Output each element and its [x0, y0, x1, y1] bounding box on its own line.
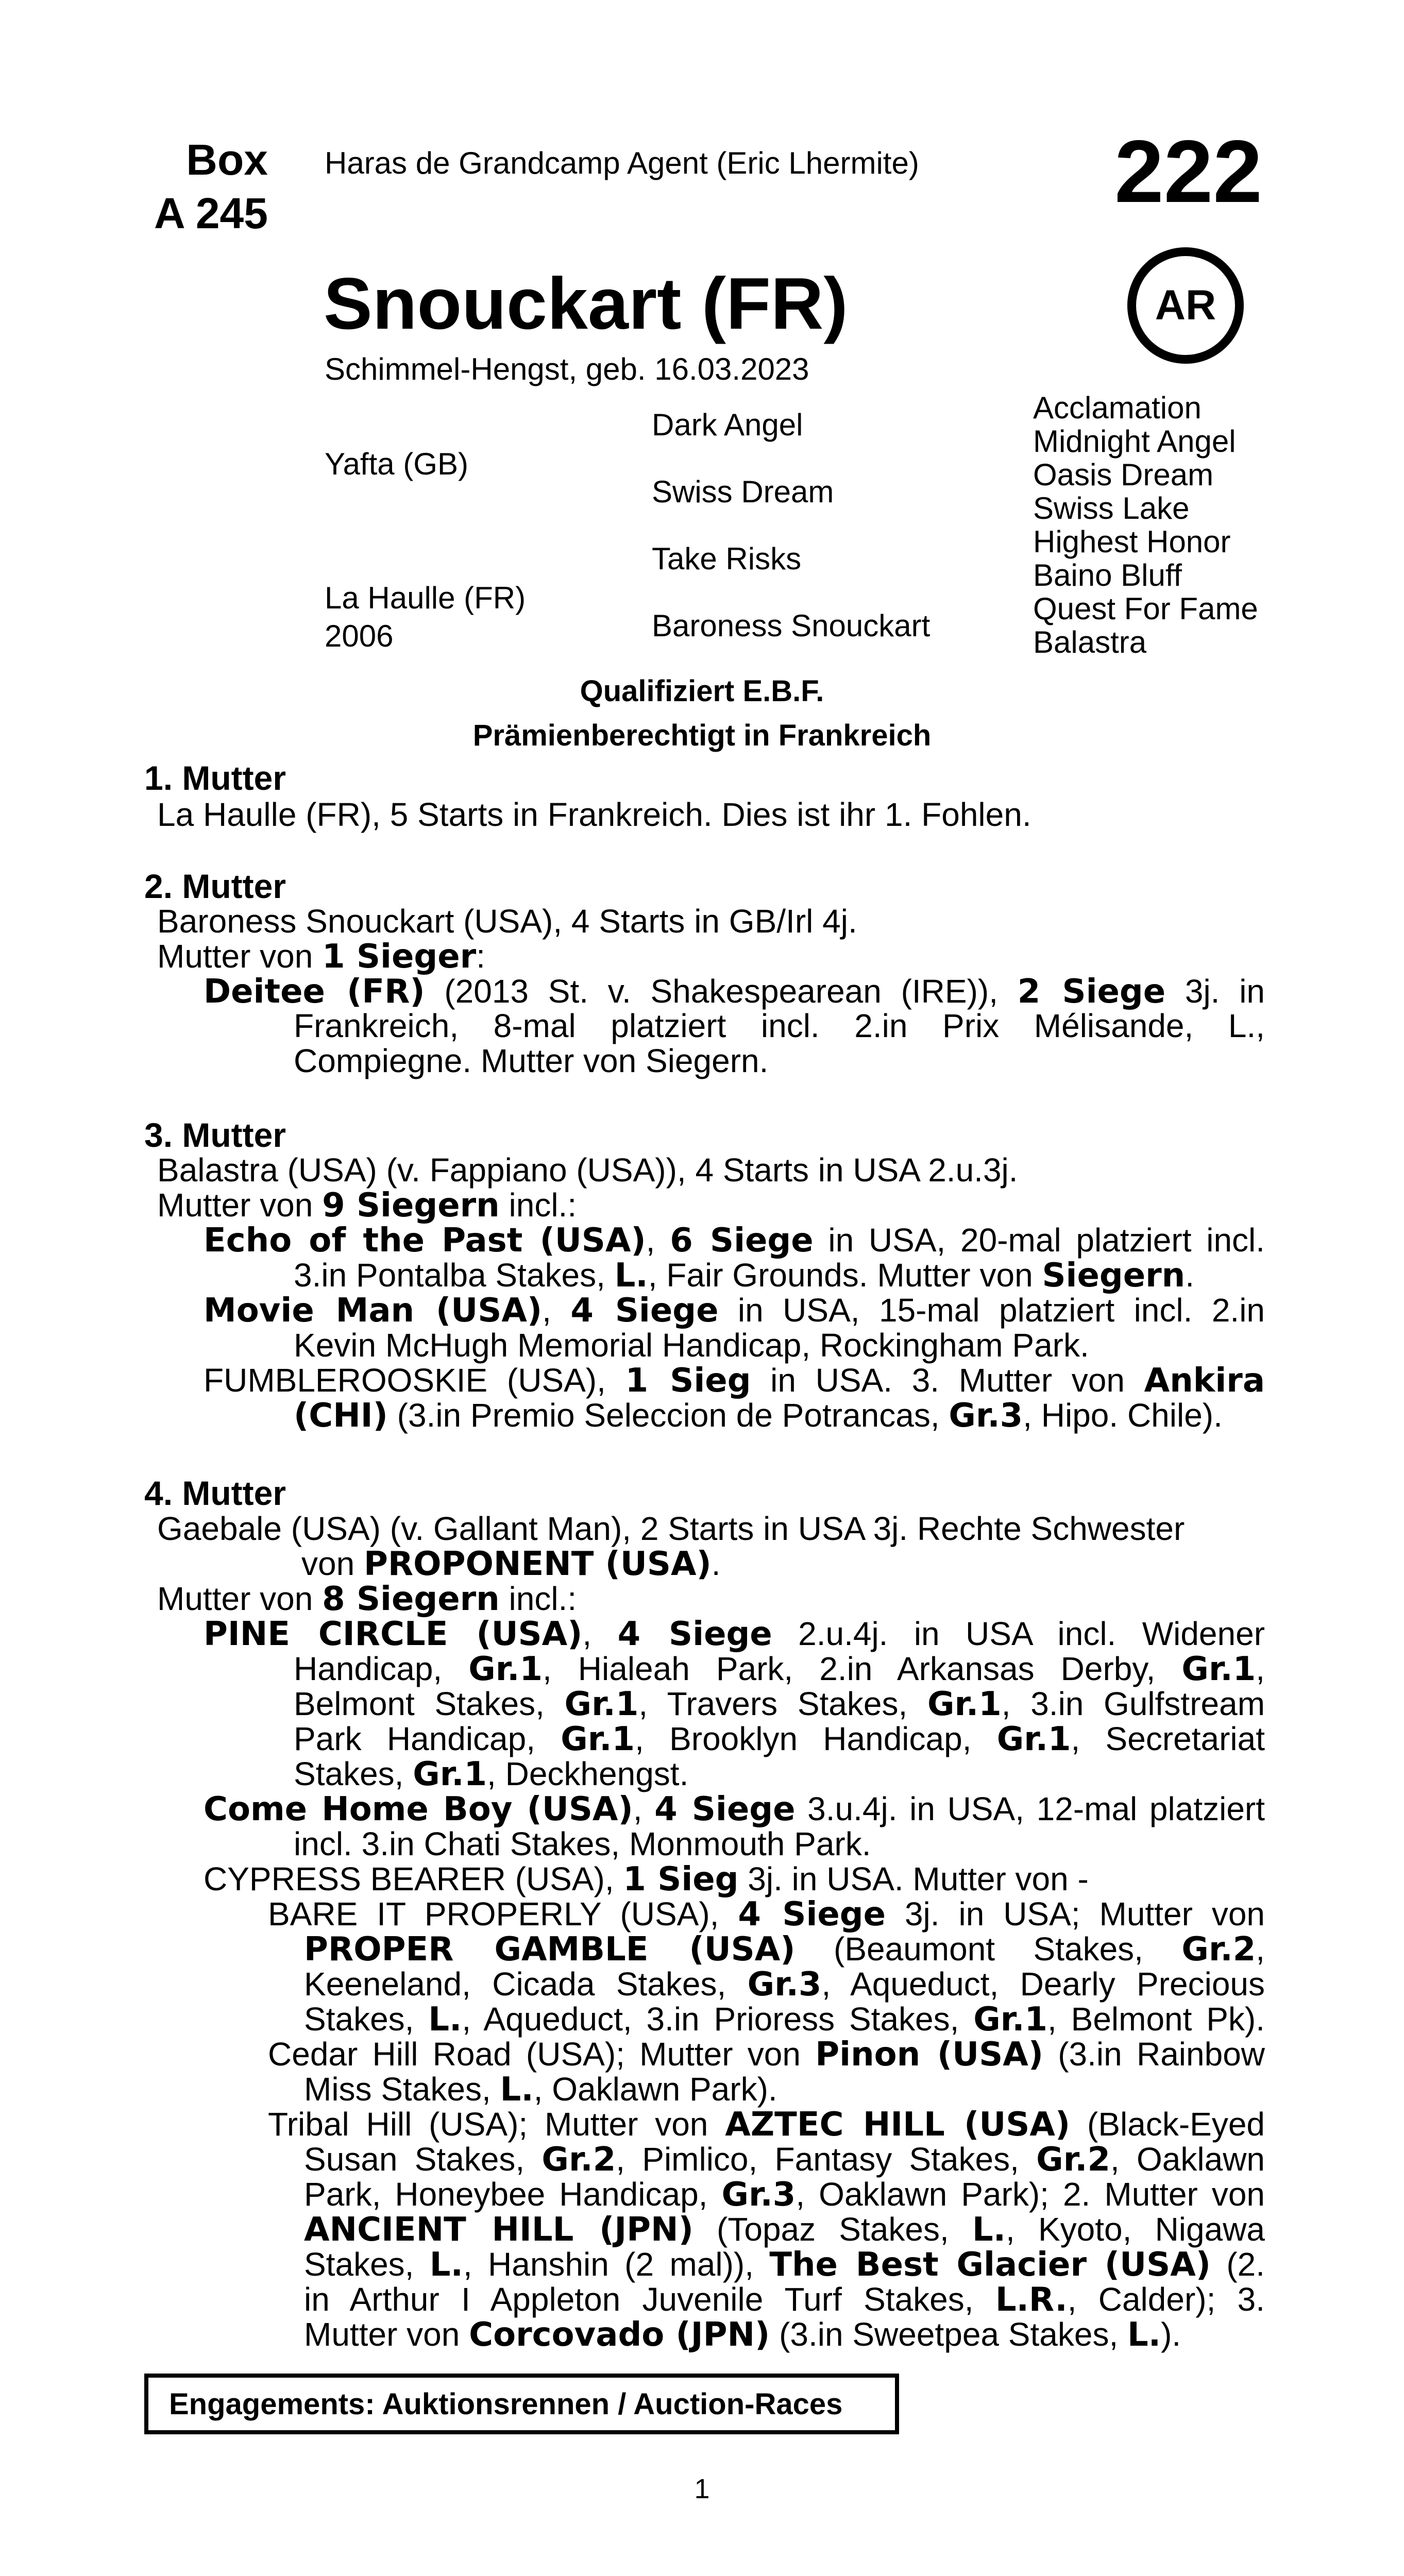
pedigree-grandparent: Dark Angel [652, 408, 803, 442]
text-line: PINE CIRCLE (USA), 4 Siege 2.u.4j. in USA incl. Widener [204, 1615, 1265, 1653]
text-line: Come Home Boy (USA), 4 Siege 3.u.4j. in USA, 12-mal platziert [204, 1790, 1265, 1828]
text-line: Park, Honeybee Handicap, Gr.3, Oaklawn Park); 2. Mutter von [304, 2176, 1265, 2214]
text-line: BARE IT PROPERLY (USA), 4 Siege 3j. in USA; Mutter von [268, 1895, 1265, 1934]
section-heading-mutter-3: 3. Mutter [144, 1116, 286, 1154]
text-line: Mutter von 8 Siegern incl.: [157, 1580, 577, 1618]
page-number: 1 [694, 2473, 710, 2504]
engagements-box [144, 2374, 899, 2434]
text-line: Gaebale (USA) (v. Gallant Man), 2 Starts in USA 3j. Rechte Schwester [157, 1510, 1185, 1547]
pedigree-great-grandparent: Quest For Fame [1033, 591, 1258, 626]
text-line: Handicap, Gr.1, Hialeah Park, 2.in Arkansas Derby, Gr.1, [294, 1650, 1265, 1688]
box-label-line2: A 245 [154, 189, 268, 238]
qualification-line: Prämienberechtigt in Frankreich [472, 719, 932, 752]
pedigree-dam-year: 2006 [325, 619, 394, 653]
text-line: in Arthur I Appleton Juvenile Turf Stakes, L.R., Calder); 3. [304, 2281, 1265, 2319]
horse-description: Schimmel-Hengst, geb. 16.03.2023 [325, 352, 809, 386]
ar-badge-text: AR [1155, 282, 1216, 329]
pedigree-great-grandparent: Midnight Angel [1033, 424, 1236, 459]
section-heading-mutter-4: 4. Mutter [144, 1474, 286, 1512]
pedigree-grandparent: Take Risks [652, 541, 802, 576]
text-line: Tribal Hill (USA); Mutter von AZTEC HILL (USA) (Black-Eyed [268, 2106, 1265, 2144]
text-line: Susan Stakes, Gr.2, Pimlico, Fantasy Stakes, Gr.2, Oaklawn [304, 2141, 1265, 2179]
pedigree-dam: La Haulle (FR) [325, 581, 526, 615]
text-line: Belmont Stakes, Gr.1, Travers Stakes, Gr.1, 3.in Gulfstream [294, 1685, 1265, 1723]
text-line: 3.in Pontalba Stakes, L., Fair Grounds. Mutter von Siegern. [294, 1257, 1194, 1295]
pedigree-grandparent: Baroness Snouckart [652, 608, 931, 643]
text-line: FUMBLEROOSKIE (USA), 1 Sieg in USA. 3. Mutter von Ankira [204, 1362, 1265, 1400]
text-line: ANCIENT HILL (JPN) (Topaz Stakes, L., Kyoto, Nigawa [304, 2211, 1265, 2249]
text-line: CYPRESS BEARER (USA), 1 Sieg 3j. in USA. Mutter von - [204, 1860, 1089, 1899]
text-line: Baroness Snouckart (USA), 4 Starts in GB/Irl 4j. [157, 903, 857, 940]
text-line: Mutter von 1 Sieger: [157, 938, 485, 976]
ar-badge [1127, 247, 1244, 364]
pedigree-great-grandparent: Oasis Dream [1033, 457, 1214, 492]
text-line: Stakes, L., Hanshin (2 mal)), The Best Glacier (USA) (2. [304, 2246, 1265, 2284]
text-line: Miss Stakes, L., Oaklawn Park). [304, 2071, 777, 2109]
box-label [129, 133, 268, 240]
text-line: PROPER GAMBLE (USA) (Beaumont Stakes, Gr.2, [304, 1930, 1265, 1969]
text-line: Stakes, Gr.1, Deckhengst. [294, 1755, 689, 1793]
pedigree-great-grandparent: Swiss Lake [1033, 491, 1190, 526]
pedigree-sire: Yafta (GB) [325, 447, 468, 481]
text-line: Kevin McHugh Memorial Handicap, Rockingham Park. [294, 1327, 1089, 1364]
text-line: von PROPONENT (USA). [301, 1545, 721, 1583]
text-line: (CHI) (3.in Premio Seleccion de Potrancas, Gr.3, Hipo. Chile). [294, 1397, 1223, 1435]
text-line: Frankreich, 8-mal platziert incl. 2.in Prix Mélisande, L., Compiegne. Mutter von Siegern. [294, 1007, 1265, 1079]
text-line: Mutter von Corcovado (JPN) (3.in Sweetpea Stakes, L.). [304, 2316, 1181, 2354]
pedigree-great-grandparent: Balastra [1033, 625, 1147, 659]
text-line: incl. 3.in Chati Stakes, Monmouth Park. [294, 1825, 871, 1862]
pedigree-great-grandparent: Baino Bluff [1033, 558, 1182, 592]
pedigree-great-grandparent: Acclamation [1033, 391, 1202, 425]
text-line: Park Handicap, Gr.1, Brooklyn Handicap, Gr.1, Secretariat [294, 1720, 1265, 1758]
section-heading-mutter-1: 1. Mutter [144, 759, 286, 797]
text-line: La Haulle (FR), 5 Starts in Frankreich. Dies ist ihr 1. Fohlen. [157, 796, 1031, 833]
qualification-line: Qualifiziert E.B.F. [580, 674, 824, 708]
lot-number: 222 [1114, 122, 1262, 221]
box-label-line1: Box [186, 135, 268, 184]
pedigree-great-grandparent: Highest Honor [1033, 524, 1231, 559]
section-heading-mutter-2: 2. Mutter [144, 867, 286, 905]
text-line: Deitee (FR) (2013 St. v. Shakespearean (IRE)), 2 Siege 3j. in [204, 973, 1265, 1011]
consignor: Haras de Grandcamp Agent (Eric Lhermite) [325, 146, 919, 180]
text-line: Cedar Hill Road (USA); Mutter von Pinon (USA) (3.in Rainbow [268, 2036, 1265, 2074]
text-line: Stakes, L., Aqueduct, 3.in Prioress Stakes, Gr.1, Belmont Pk). [304, 2001, 1265, 2039]
engagements-label: Engagements: Auktionsrennen / Auction-Races [169, 2387, 843, 2421]
text-line: Keeneland, Cicada Stakes, Gr.3, Aqueduct, Dearly Precious [304, 1965, 1265, 2004]
text-line: Echo of the Past (USA), 6 Siege in USA, 20-mal platziert incl. [204, 1222, 1265, 1260]
text-line: Balastra (USA) (v. Fappiano (USA)), 4 Starts in USA 2.u.3j. [157, 1151, 1018, 1189]
pedigree-grandparent: Swiss Dream [652, 474, 834, 509]
horse-name: Snouckart (FR) [324, 263, 848, 345]
text-line: Mutter von 9 Siegern incl.: [157, 1187, 577, 1225]
text-line: Movie Man (USA), 4 Siege in USA, 15-mal platziert incl. 2.in [204, 1292, 1265, 1330]
